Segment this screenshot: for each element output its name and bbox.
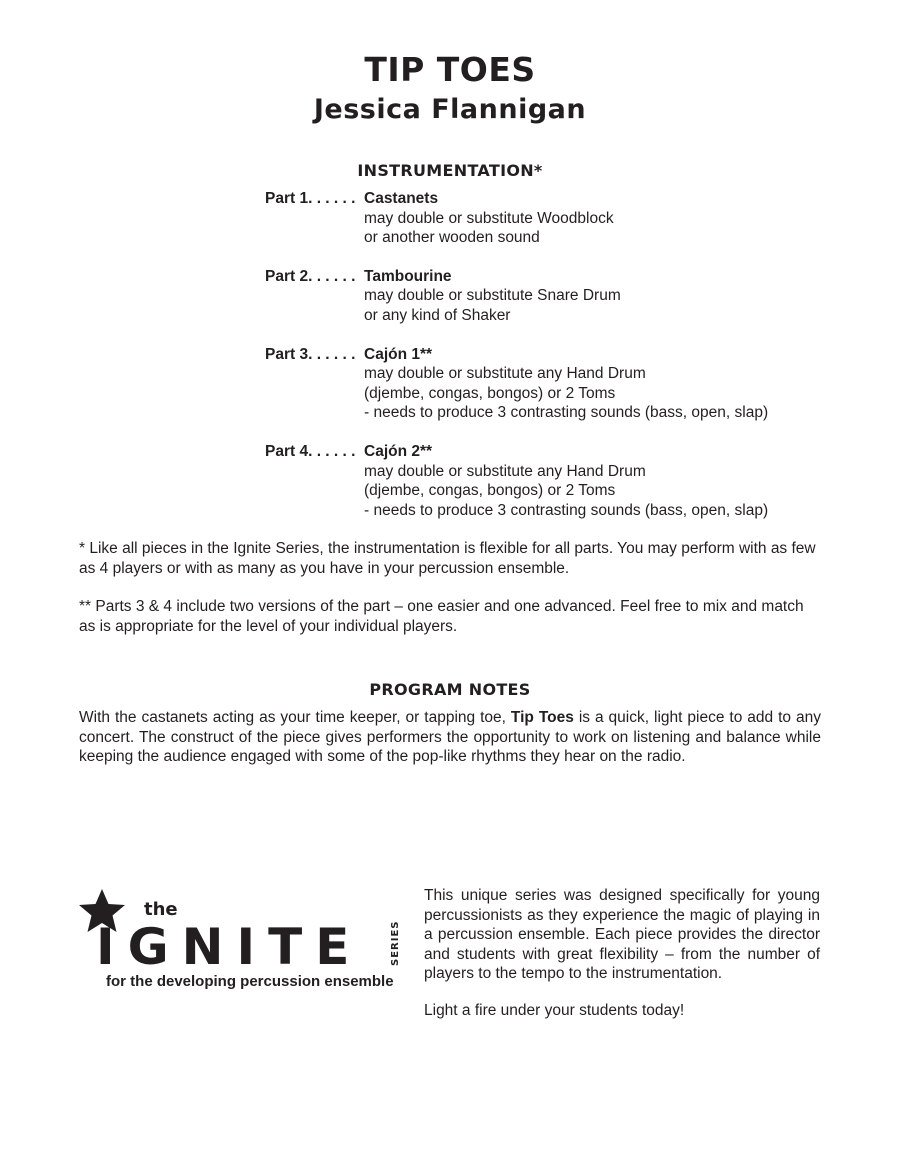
logo-tagline: for the developing percussion ensemble: [106, 973, 394, 990]
part-instrument: Tambourine: [364, 267, 452, 285]
program-notes-heading: PROGRAM NOTES: [369, 680, 531, 699]
part-label: Part 2. . . . . .: [265, 267, 356, 285]
series-call-to-action: Light a fire under your students today!: [424, 1002, 685, 1019]
logo-series-label: SERIES: [390, 920, 401, 966]
part-label: Part 1. . . . . .: [265, 190, 356, 207]
program-notes-text: [79, 708, 821, 767]
part-label: Part 4. . . . . .: [265, 442, 356, 460]
part-note: may double or substitute any Hand Drum: [364, 462, 646, 480]
program-notes-intro: With the castanets acting as your time keeper, or tapping toe,: [79, 709, 511, 726]
part-note: - needs to produce 3 contrasting sounds (bass, open, slap): [364, 501, 769, 519]
part-label: Part 3. . . . . .: [265, 345, 356, 363]
footnote-flexible-instrumentation: * Like all pieces in the Ignite Series, the instrumentation is flexible for all parts. You may perform with as few as 4 players or with as many as you have in your percussion ensemble.: [79, 540, 816, 577]
part-instrument: Cajón 1**: [364, 345, 433, 363]
ignite-series-logo: [78, 886, 408, 996]
part-note: (djembe, congas, bongos) or 2 Toms: [364, 384, 616, 402]
part-note: or another wooden sound: [364, 229, 540, 247]
program-notes-piece-title: Tip Toes: [510, 709, 574, 726]
ignite-logo-graphic: [78, 886, 408, 996]
instrumentation-heading: INSTRUMENTATION*: [357, 161, 543, 180]
footnote-part-versions: ** Parts 3 & 4 include two versions of the part – one easier and one advanced. Feel free to mix and match as is appropriate for the level of your individual players.: [79, 598, 804, 635]
series-description: This unique series was designed specifically for young percussionists as they experience the magic of playing in a percussion ensemble. Each piece provides the director and students with great flexibility – from the number of players to the tempo to the instrumentation.: [424, 887, 820, 983]
part-note: may double or substitute any Hand Drum: [364, 365, 646, 383]
composer-name: Jessica Flannigan: [313, 94, 587, 125]
piece-title: TIP TOES: [364, 50, 536, 89]
part-2: [265, 267, 825, 326]
logo-the: the: [144, 899, 178, 920]
part-note: may double or substitute Woodblock: [364, 209, 614, 227]
instrumentation-list: [265, 189, 825, 539]
part-note: (djembe, congas, bongos) or 2 Toms: [364, 482, 616, 500]
part-1: [265, 189, 825, 248]
program-notes-body: is a quick, light piece to add to any concert. The construct of the piece gives performers the opportunity to work on listening and balance while keeping the audience engaged with some of the pop-like rhythms they hear on the radio.: [79, 709, 821, 766]
part-4: [265, 442, 825, 520]
part-note: - needs to produce 3 contrasting sounds (bass, open, slap): [364, 404, 769, 422]
part-note: may double or substitute Snare Drum: [364, 287, 621, 305]
part-3: [265, 345, 825, 423]
part-instrument: Castanets: [364, 190, 439, 207]
part-instrument: Cajón 2**: [364, 442, 433, 460]
part-note: or any kind of Shaker: [364, 306, 511, 324]
logo-wordmark: IGNITE: [96, 918, 363, 976]
